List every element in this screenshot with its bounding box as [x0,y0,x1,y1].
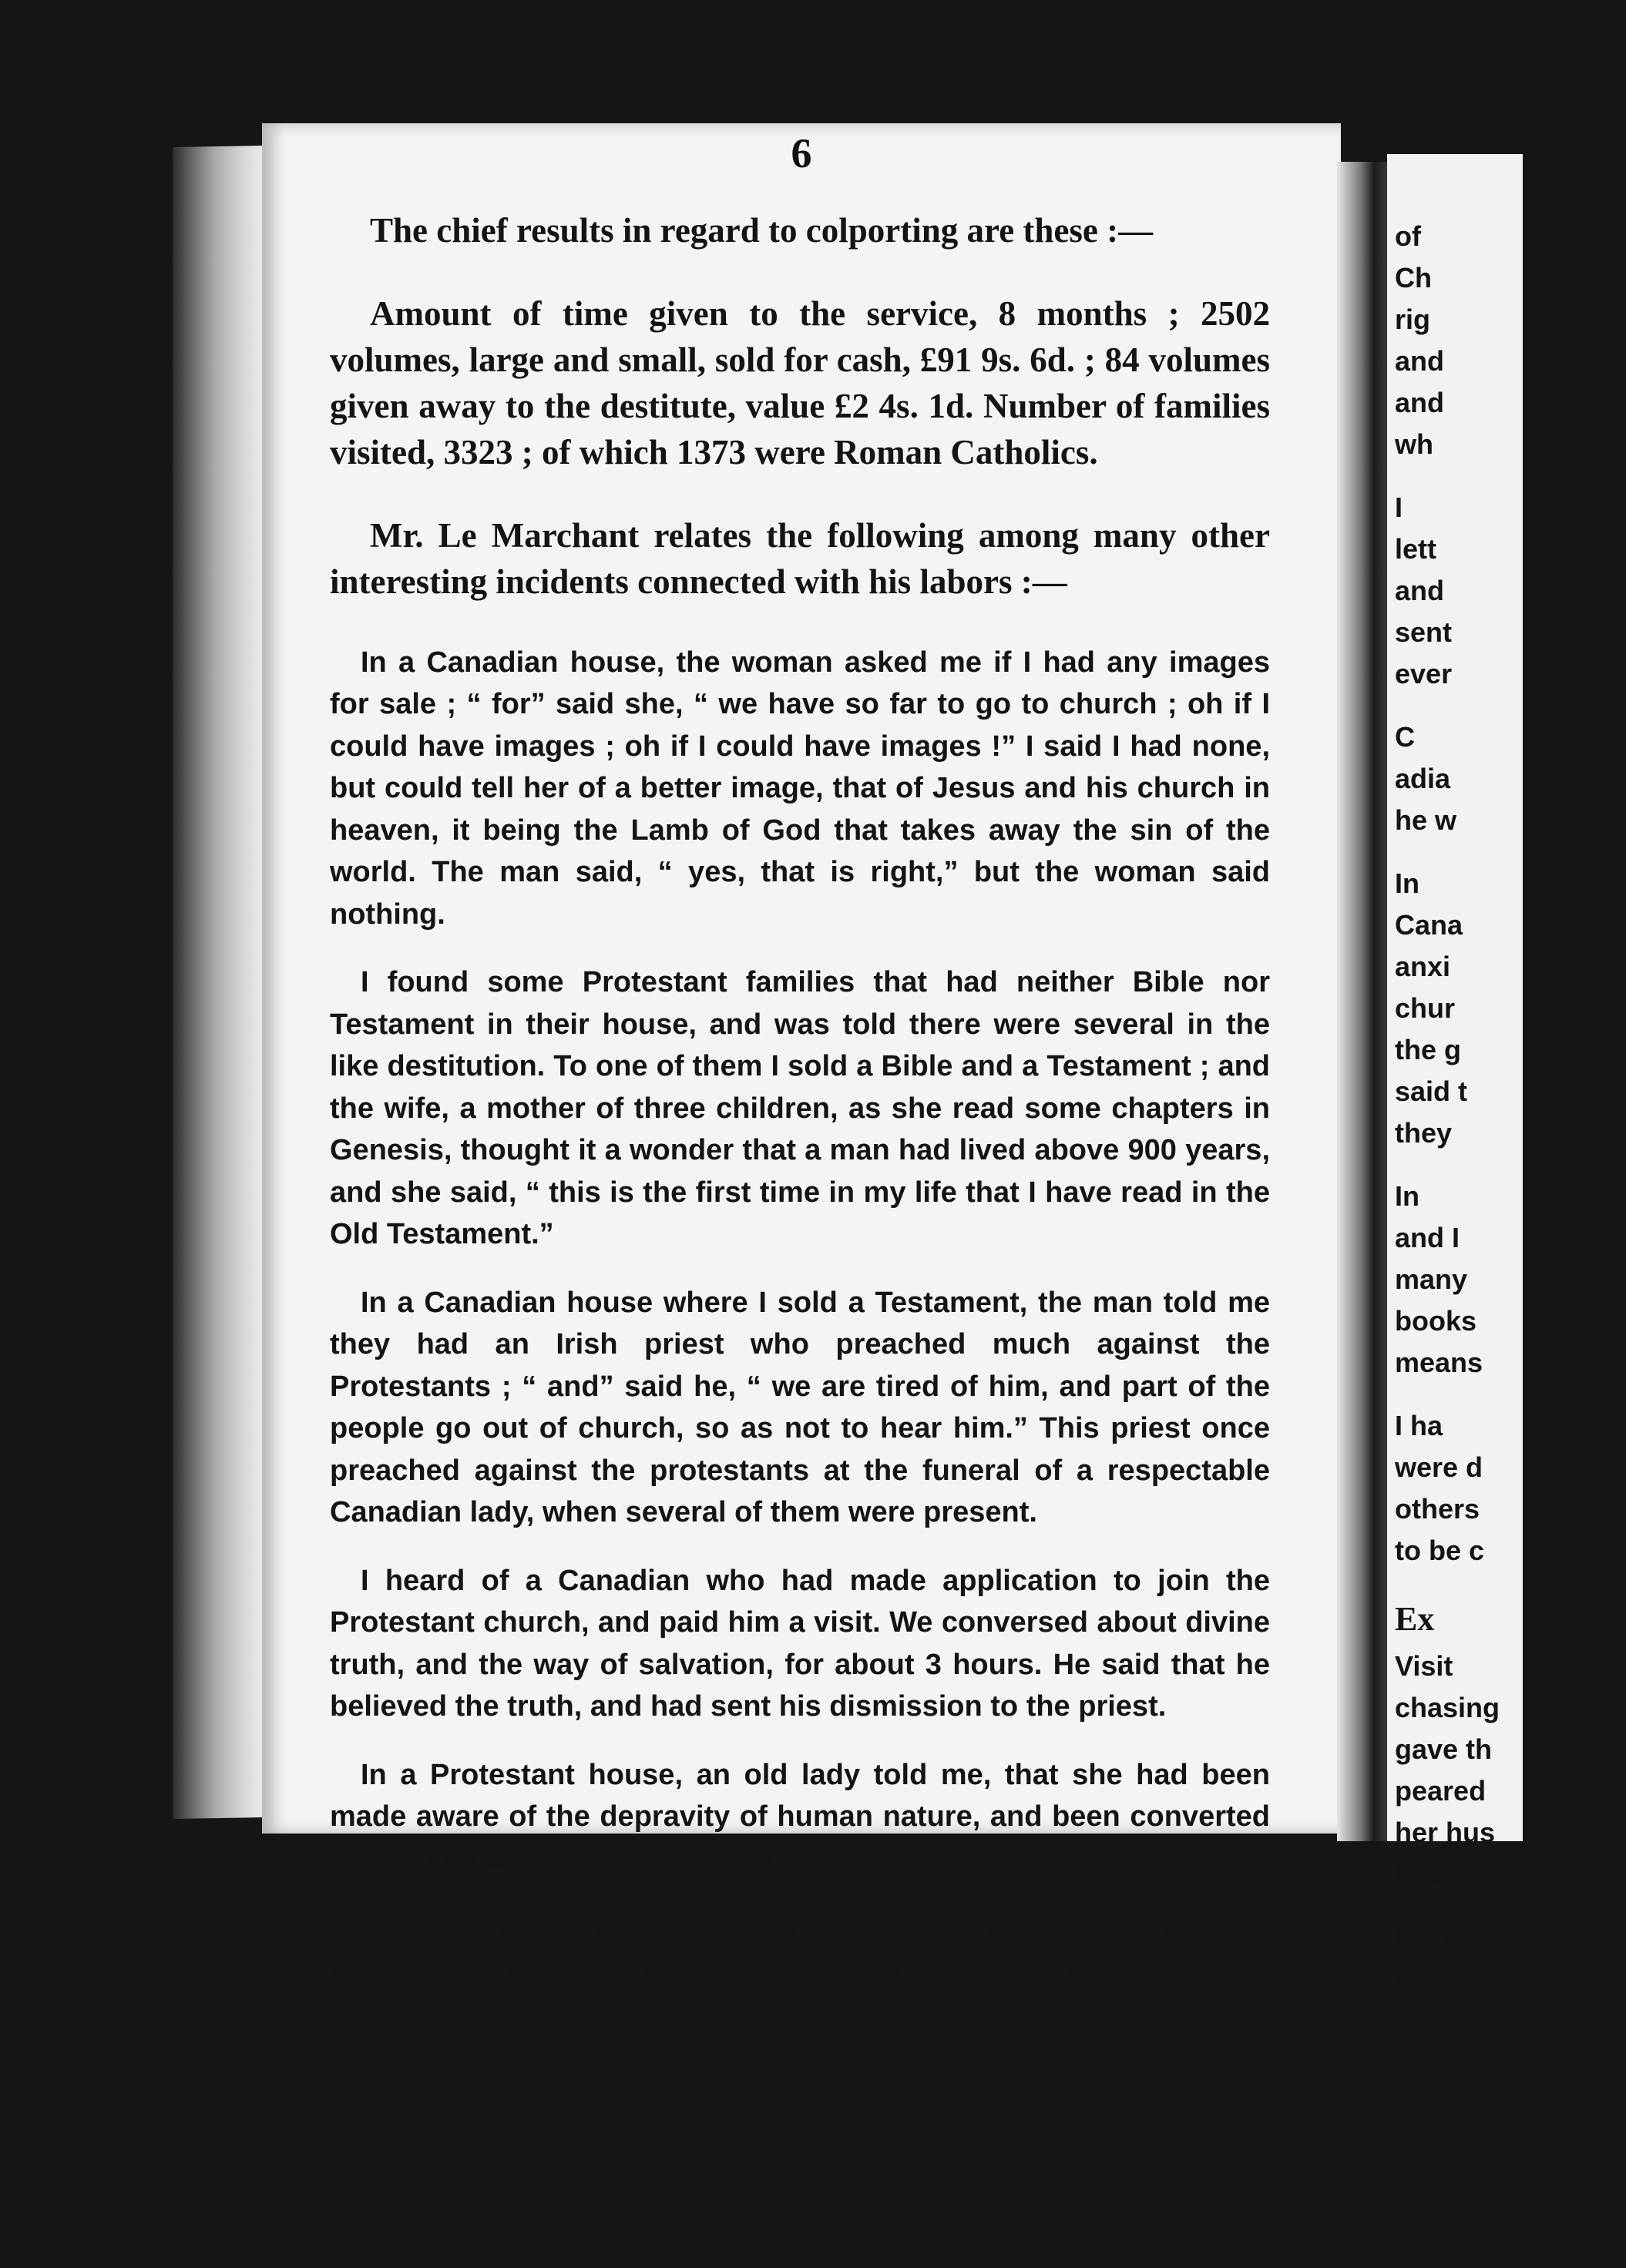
facing-page-line: the g [1395,1034,1461,1065]
facing-page-line: gave th [1395,1733,1493,1765]
facing-page-line: reading [1395,1963,1496,1995]
facing-page-gap [1395,465,1626,487]
facing-page-line: C [1395,721,1415,753]
facing-page-line: were d [1395,1451,1483,1483]
facing-page-line: lett [1395,533,1436,565]
facing-page-gap [1395,1895,1626,1917]
facing-page-line: Ch [1395,262,1432,294]
facing-page-gap [1395,1154,1626,1176]
facing-page-line: I [1395,492,1403,523]
facing-page-line: In [1395,867,1419,899]
facing-page-line: and [1395,345,1445,377]
facing-page-line: many [1395,1263,1468,1295]
facing-page-line: Ex [1395,1600,1435,1638]
incident-paragraph: In a Protestant house, an old lady told me, that she had been made aware of the depravity of human nature, and been converted by reading Baxter's Saints' Rest. [330,1758,1270,1875]
facing-page-line: I ha [1395,1410,1443,1441]
right-page [1387,154,1523,1995]
facing-page-line: anxi [1395,951,1451,982]
incident-paragraph: I found some Protestant families that had neither Bible nor Testament in their house, and was told there were several in the like destitution. To one of them I sold a Bible and a Testament ; and the wife, a mother of three children, as she read some chapters in Genesis, thought it a wonder that a man had lived above 900 years, and she said, “ this is the first time in my life that I have read in the Old Testament.” [330,966,1270,1250]
facing-page-line: others [1395,1493,1480,1525]
facing-page-line: Visit [1395,1650,1453,1682]
intro-paragraph: Mr. Le Marchant relates the following among many other interesting incidents connected with his labors :— [330,515,1270,601]
facing-page-line: Made [1395,1921,1466,1953]
facing-page-line: chasing [1395,1692,1500,1723]
facing-page-line: rig [1395,304,1431,335]
facing-page-line: sent [1395,616,1453,648]
facing-page-line: said t [1395,1075,1468,1107]
facing-page-line: chur [1395,992,1456,1024]
facing-page-line: and [1395,387,1445,418]
incidents-list [330,642,1270,1991]
facing-page-line: and I [1395,1222,1460,1253]
facing-page-line: wh [1395,428,1433,460]
book-page-edges [173,146,265,1819]
facing-page-line: peared [1395,1775,1487,1807]
page-body [330,208,1270,2016]
facing-page-gap [1395,695,1626,716]
incident-paragraph: I heard of a Canadian who had made application to join the Protestant church, and paid him a visit. We conversed about divine truth, and the way of salvation, for about 3 hours. He said that he believed the truth, and had sent his dismission to the priest. [330,1564,1270,1723]
summary-block [330,290,1270,475]
facing-page-line: to be c [1395,1535,1485,1566]
facing-page-line: books [1395,1305,1477,1337]
facing-page-line: they [1395,1117,1453,1149]
facing-page-gap [1395,841,1626,863]
facing-page-line: I gave [1395,1858,1474,1890]
facing-page-text [1395,216,1626,2000]
facing-page-line: and [1395,575,1445,606]
facing-page-line: adia [1395,763,1451,794]
facing-page-line: means [1395,1347,1483,1378]
facing-page-gap [1395,1572,1626,1593]
section-heading: The chief results in regard to colporting are these :— [370,211,1154,250]
intro-block [330,512,1270,605]
page-number: 6 [791,130,812,176]
facing-page-gap [1395,1384,1626,1405]
facing-page-line: In [1395,1180,1419,1212]
incident-paragraph: In a Canadian house where I sold a Testament, the man told me they had an Irish priest who preached much against the Protestants ; “ and” said he, “ we are tired of him, and part of the people go out of church, so as not to hear him.” This priest once preached against the protestants at the funeral of a respectable Canadian lady, when several of them were present. [330,1286,1270,1528]
incident-paragraph: I met two men and offered them books, when one of them said, “ they are of the Methodist Society.” “ Friend” said I, “ they are [330,1911,1270,1985]
facing-page-line: ever [1395,658,1453,689]
facing-page-line: her hus [1395,1817,1496,1848]
facing-page-line: Cana [1395,909,1463,941]
incident-paragraph: In a Canadian house, the woman asked me if I had any images for sale ; “ for” said she, “ we have so far to go to church ; oh if I could have images ; oh if I could have images !” I said I had none, but could tell her of a better image, that of Jesus and his church in heaven, it being the Lamb of God that takes away the sin of the world. The man said, “ yes, that is right,” but the woman said nothing. [330,646,1270,931]
facing-page-line: of [1395,220,1421,252]
book-gutter [1337,162,1389,1841]
summary-paragraph: Amount of time given to the service, 8 months ; 2502 volumes, large and small, sold for cash, £91 9s. 6d. ; 84 volumes given away to the destitute, value £2 4s. 1d. Number of families visited, 3323 ; of which 1373 were Roman Catholics. [330,294,1270,471]
facing-page-line: he w [1395,804,1457,836]
